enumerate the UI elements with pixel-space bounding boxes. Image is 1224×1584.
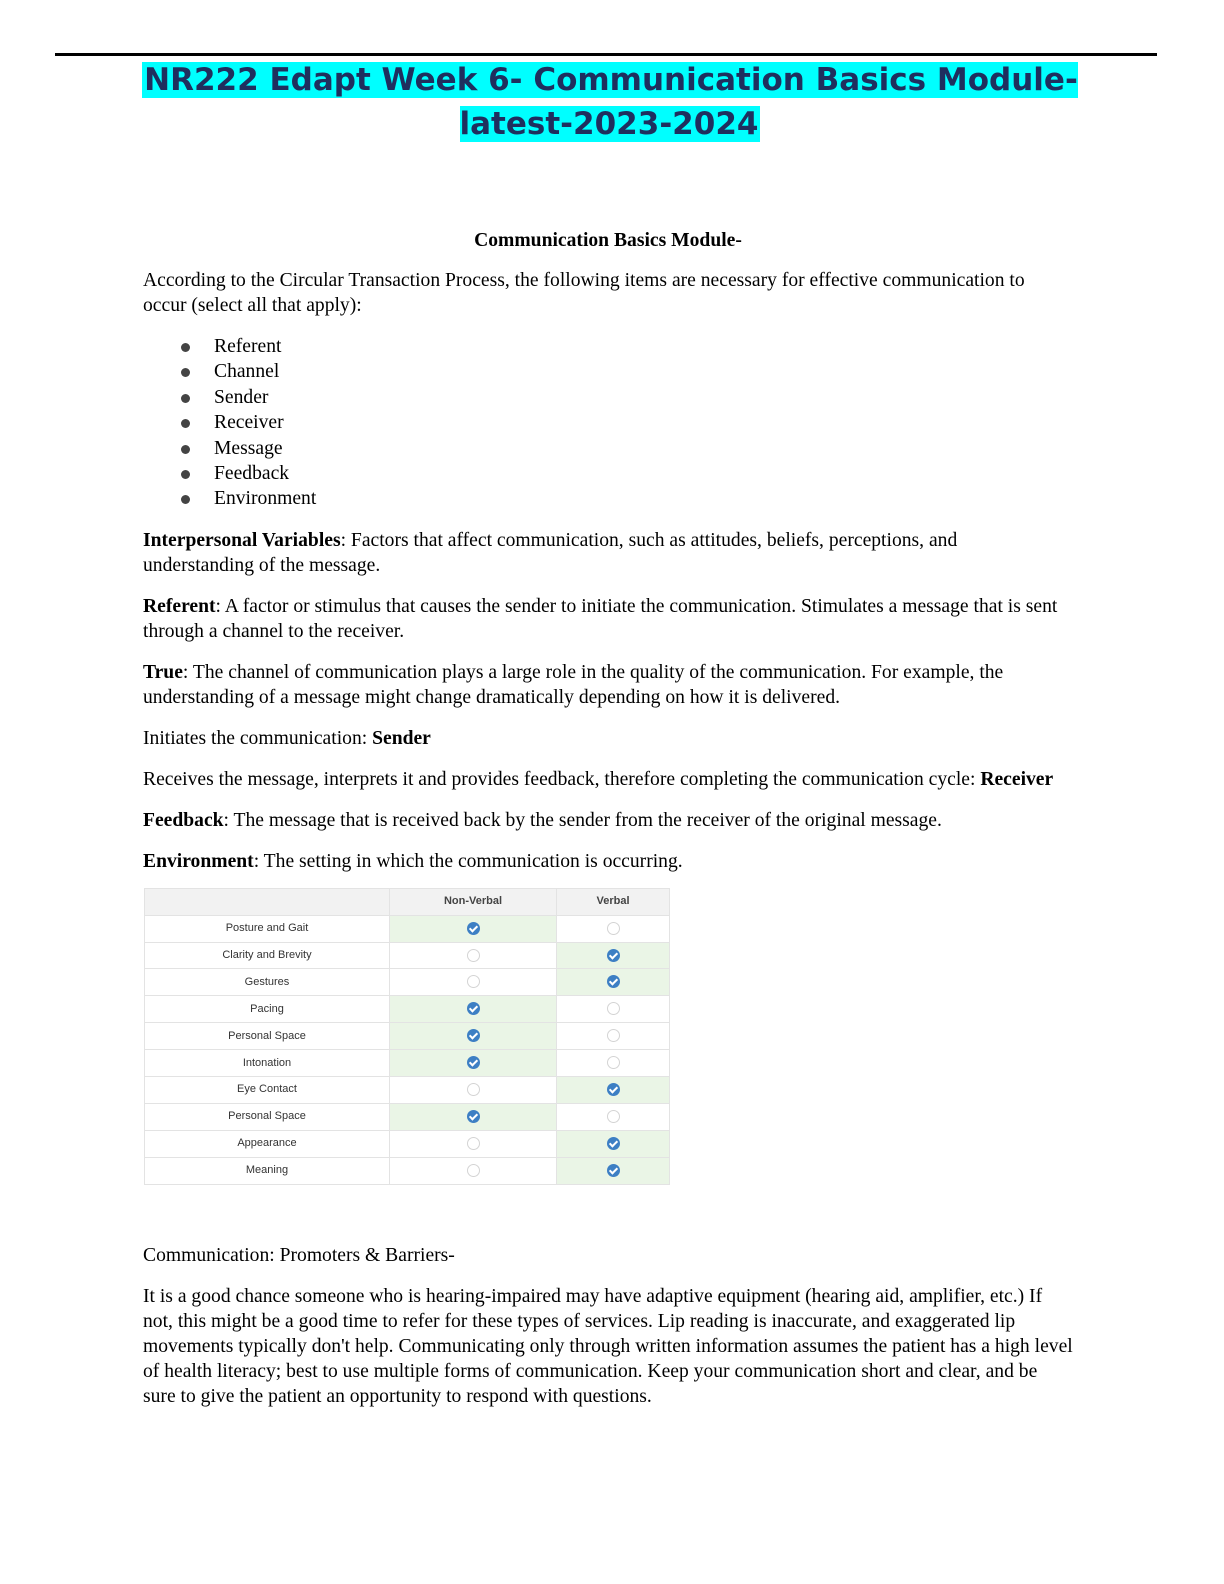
cell-non-verbal (390, 996, 557, 1023)
cell-non-verbal (390, 942, 557, 969)
row-label: Gestures (145, 969, 390, 996)
list-item-text: Receiver (214, 412, 284, 434)
checked-circle-icon (607, 1137, 620, 1150)
row-label: Intonation (145, 1050, 390, 1077)
definition-text: : Factors that affect communication, such as attitudes, beliefs, perceptions, and understanding of the message. (143, 529, 958, 576)
cell-non-verbal (390, 1076, 557, 1103)
definition-receiver (143, 767, 1073, 792)
checked-circle-icon (607, 975, 620, 988)
cell-non-verbal (390, 1023, 557, 1050)
bullet-icon (181, 495, 190, 504)
empty-circle-icon (607, 922, 620, 935)
statement-true (143, 660, 1073, 710)
bullet-icon (181, 394, 190, 403)
bullet-icon (181, 445, 190, 454)
list-item-text: Message (214, 437, 283, 459)
checked-circle-icon (607, 1083, 620, 1096)
document-body (143, 228, 1073, 1425)
empty-circle-icon (467, 1083, 480, 1096)
document-title (100, 58, 1120, 146)
promoters-paragraph: It is a good chance someone who is hearing-impaired may have adaptive equipment (hearing aid, amplifier, etc.) If not, this might be a good time to refer for these types of services. Lip reading is inaccurate, and exaggerated lip movements typically don't help. Communicating only through written information assumes the patient has a high level of health literacy; best to use multiple forms of communication. Keep your communication short and clear, and be sure to give the patient an opportunity to respond with questions. (143, 1285, 1073, 1407)
section-heading: Communication Basics Module- (474, 230, 742, 251)
cell-verbal (557, 1076, 670, 1103)
checked-circle-icon (467, 1110, 480, 1123)
row-label: Eye Contact (145, 1076, 390, 1103)
list-item (214, 436, 1073, 461)
list-item-text: Referent (214, 336, 282, 357)
table-row (145, 942, 670, 969)
list-item (214, 486, 1073, 511)
definition-term: Feedback (143, 809, 224, 831)
intro-paragraph: According to the Circular Transaction Process, the following items are necessary for effective communication to occur (select all that apply): (143, 270, 1025, 316)
table-header-row (145, 888, 670, 915)
table-header-blank (145, 888, 390, 915)
empty-circle-icon (467, 1137, 480, 1150)
definition-sender (143, 726, 1073, 751)
table-row (145, 1023, 670, 1050)
row-label: Personal Space (145, 1023, 390, 1050)
bullet-icon (181, 470, 190, 479)
checked-circle-icon (467, 1029, 480, 1042)
cell-verbal (557, 942, 670, 969)
list-item-text: Sender (214, 386, 269, 408)
document-title-text: NR222 Edapt Week 6- Communication Basics Module-latest-2023-2024 (144, 62, 1078, 142)
cell-verbal (557, 915, 670, 942)
row-label: Appearance (145, 1130, 390, 1157)
table-row (145, 969, 670, 996)
table-row (145, 915, 670, 942)
definition-term: Referent (143, 595, 216, 617)
list-item-text: Environment (214, 488, 317, 510)
empty-circle-icon (607, 1002, 620, 1015)
list-item-text: Channel (214, 361, 280, 383)
list-item-text: Feedback (214, 462, 290, 484)
cell-verbal (557, 1023, 670, 1050)
list-item (214, 461, 1073, 486)
definition-text: Receives the message, interprets it and provides feedback, therefore completing the communication cycle: (143, 768, 981, 790)
empty-circle-icon (467, 949, 480, 962)
checked-circle-icon (467, 922, 480, 935)
checked-circle-icon (467, 1002, 480, 1015)
definition-term: Sender (372, 727, 431, 749)
table-row (145, 1157, 670, 1184)
table-row (145, 1130, 670, 1157)
definition-text: Initiates the communication: (143, 727, 373, 749)
table-row (145, 1076, 670, 1103)
row-label: Meaning (145, 1157, 390, 1184)
cell-verbal (557, 1130, 670, 1157)
table-row (145, 996, 670, 1023)
checked-circle-icon (467, 1056, 480, 1069)
list-item (214, 359, 1073, 384)
top-rule (55, 53, 1157, 56)
column-header-non-verbal: Non-Verbal (390, 888, 557, 915)
definition-term: True (143, 661, 183, 683)
definition-text: : The setting in which the communication is occurring. (253, 850, 683, 872)
cell-non-verbal (390, 1130, 557, 1157)
checked-circle-icon (607, 1164, 620, 1177)
row-label: Personal Space (145, 1103, 390, 1130)
definition-feedback (143, 808, 1073, 833)
cell-non-verbal (390, 1050, 557, 1077)
promoters-heading: Communication: Promoters & Barriers- (143, 1244, 455, 1266)
table-row (145, 1050, 670, 1077)
list-item (214, 334, 1073, 359)
row-label: Posture and Gait (145, 915, 390, 942)
cell-verbal (557, 969, 670, 996)
definition-term: Environment (143, 850, 254, 872)
cell-verbal (557, 1050, 670, 1077)
list-item (214, 385, 1073, 410)
row-label: Pacing (145, 996, 390, 1023)
empty-circle-icon (607, 1056, 620, 1069)
definition-term: Interpersonal Variables (143, 529, 341, 551)
empty-circle-icon (607, 1029, 620, 1042)
definition-referent (143, 594, 1073, 644)
bullet-icon (181, 419, 190, 428)
row-label: Clarity and Brevity (145, 942, 390, 969)
bullet-icon (181, 368, 190, 377)
cell-non-verbal (390, 915, 557, 942)
table-row (145, 1103, 670, 1130)
cell-non-verbal (390, 1103, 557, 1130)
definition-text: : The message that is received back by the sender from the receiver of the original message. (223, 809, 942, 831)
definition-interpersonal-variables (143, 528, 1073, 578)
definition-term: Receiver (980, 768, 1054, 790)
column-header-verbal: Verbal (557, 888, 670, 915)
definition-text: : The channel of communication plays a large role in the quality of the communication. For example, the understanding of a message might change dramatically depending on how it is delivered. (143, 661, 1004, 708)
bullet-icon (181, 343, 190, 352)
empty-circle-icon (467, 975, 480, 988)
checked-circle-icon (607, 949, 620, 962)
verbal-nonverbal-table (144, 888, 670, 1185)
empty-circle-icon (607, 1110, 620, 1123)
definition-environment (143, 849, 1073, 874)
list-item (214, 410, 1073, 435)
cell-non-verbal (390, 969, 557, 996)
cell-verbal (557, 1103, 670, 1130)
bullet-list (143, 334, 1073, 512)
cell-non-verbal (390, 1157, 557, 1184)
cell-verbal (557, 996, 670, 1023)
empty-circle-icon (467, 1164, 480, 1177)
cell-verbal (557, 1157, 670, 1184)
definition-text: : A factor or stimulus that causes the sender to initiate the communication. Stimulates a message that is sent through a channel to the receiver. (143, 595, 1058, 642)
